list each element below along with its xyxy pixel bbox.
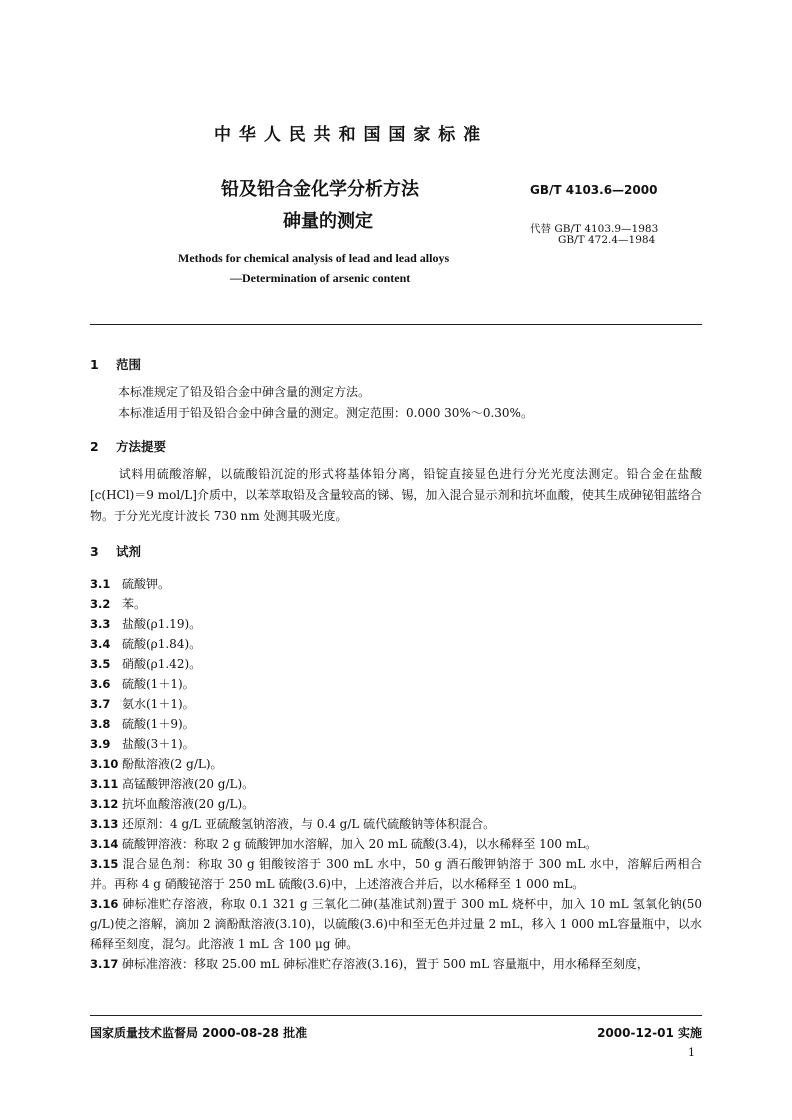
list-item: 3.1 硫酸钾。 (90, 577, 171, 591)
page-number: 1 (688, 1046, 695, 1059)
list-item: 3.17 砷标准溶液：移取 25.00 mL 砷标准贮存溶液(3.16)，置于 500 mL 容量瓶中，用水稀释至刻度， (90, 957, 649, 971)
list-item: 3.12 抗坏血酸溶液(20 g/L)。 (90, 797, 255, 811)
list-item: 3.2 苯。 (90, 597, 147, 611)
list-item: 3.7 氨水(1＋1)。 (90, 697, 195, 711)
approval-note: 国家质量技术监督局 2000-08-28 批准 (90, 1026, 308, 1040)
list-item: 3.15 混合显色剂：称取 30 g 钼酸铵溶于 300 mL 水中，50 g 酒石酸钾钠溶于 300 mL 水中，溶解后两相合并。再称 4 g 硝酸铋溶于 250 mL 硫酸(3.6)中，上述溶液合并后，以水稀释至 1 000 mL。 (90, 857, 702, 891)
list-item: 3.6 硫酸(1＋1)。 (90, 677, 195, 691)
replaces-line-1: 代替 GB/T 4103.9—1983 (530, 223, 659, 235)
effective-date: 2000-12-01 实施 (597, 1026, 702, 1040)
section-number: 2 (90, 439, 99, 454)
section-1-heading (90, 355, 141, 373)
title-en-line-1: Methods for chemical analysis of lead and lead alloys (178, 251, 450, 265)
list-item: 3.4 硫酸(ρ1.84)。 (90, 637, 202, 651)
issuing-org: 中 华 人 民 共 和 国 国 家 标 准 (214, 125, 482, 145)
standard-number: GB/T 4103.6—2000 (530, 183, 658, 197)
section-title: 方法提要 (116, 439, 167, 454)
list-item: 3.9 盐酸(3＋1)。 (90, 737, 195, 751)
list-item: 3.13 还原剂：4 g/L 亚硫酸氢钠溶液，与 0.4 g/L 硫代硫酸钠等体积混合。 (90, 817, 496, 831)
section-title: 范围 (116, 357, 142, 372)
reagent-list (90, 574, 702, 974)
section-2-heading (90, 437, 166, 455)
footer-divider (90, 1015, 702, 1016)
section-number: 3 (90, 544, 99, 559)
list-item: 3.5 硝酸(ρ1.42)。 (90, 657, 202, 671)
title-cn-line-2: 砷量的测定 (283, 211, 373, 232)
section-2-paragraph: 试料用硫酸溶解，以硫酸铅沉淀的形式将基体铅分离，铅锭直接显色进行分光光度法测定。铅合金在盐酸[c(HCl)＝9 mol/L]介质中，以苯萃取铅及含量较高的锑、锡，加入混合显示剂和抗坏血酸，使其生成砷铋钼蓝络合物。于分光光度计波长 730 nm 处测其吸光度。 (90, 467, 702, 523)
section-1-paragraph-2: 本标准适用于铅及铅合金中砷含量的测定。测定范围：0.000 30%～0.30%。 (118, 406, 533, 420)
list-item: 3.11 高锰酸钾溶液(20 g/L)。 (90, 777, 255, 791)
section-title: 试剂 (116, 544, 142, 559)
title-cn-line-1: 铅及铅合金化学分析方法 (221, 179, 419, 200)
section-number: 1 (90, 357, 99, 372)
list-item: 3.16 砷标准贮存溶液，称取 0.1 321 g 三氧化二砷(基准试剂)置于 300 mL 烧杯中，加入 10 mL 氢氧化钠(50 g/L)使之溶解，滴加 2 滴酚酞溶液(3.10)，以硫酸(3.6)中和至无色并过量 2 mL，移入 1 000 mL容量瓶中，以水稀释至刻度，混匀。此溶液 1 mL 含 100 μg 砷。 (90, 897, 702, 951)
section-1-paragraph-1: 本标准规定了铅及铅合金中砷含量的测定方法。 (118, 385, 371, 399)
list-item: 3.8 硫酸(1＋9)。 (90, 717, 195, 731)
list-item: 3.10 酚酞溶液(2 g/L)。 (90, 757, 223, 771)
section-3-heading (90, 542, 141, 560)
list-item: 3.3 盐酸(ρ1.19)。 (90, 617, 202, 631)
replaces-line-2: GB/T 472.4—1984 (558, 234, 656, 246)
list-item: 3.14 硫酸钾溶液：称取 2 g 硫酸钾加水溶解，加入 20 mL 硫酸(3.4)，以水稀释至 100 mL。 (90, 837, 598, 851)
header-divider (90, 324, 702, 325)
title-en-line-2: —Determination of arsenic content (230, 271, 411, 285)
